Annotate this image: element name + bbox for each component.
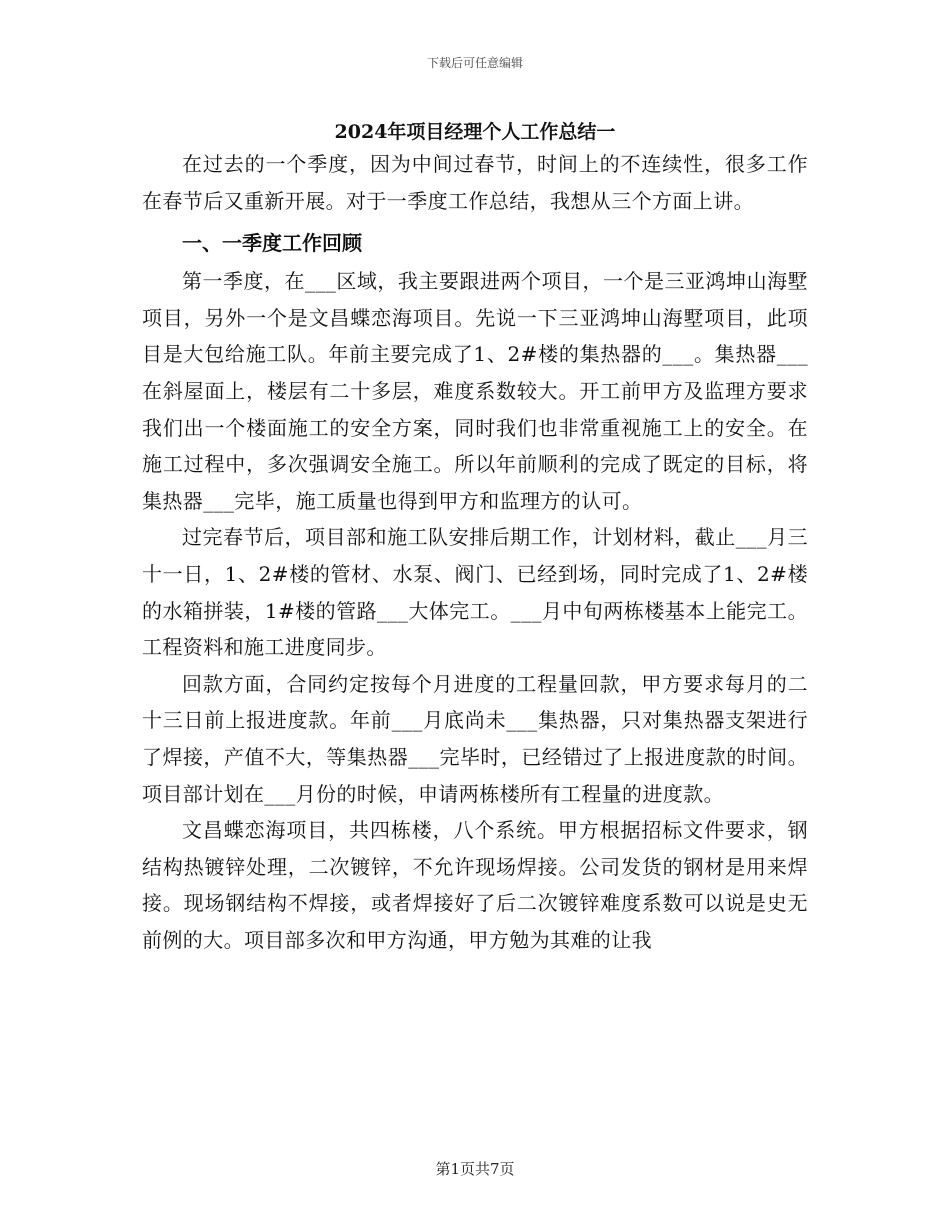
body-paragraph-3: 回款方面，合同约定按每个月进度的工程量回款，甲方要求每月的二十三日前上报进度款。年前___月底尚未___集热器，只对集热器支架进行了焊接，产值不大，等集热器___完毕时，已经错过了上报进度款的时间。项目部计划在___月份的时候，申请两栋楼所有工程量的进度款。 [142,671,808,806]
intro-paragraph: 在过去的一个季度，因为中间过春节，时间上的不连续性，很多工作在春节后又重新开展。对于一季度工作总结，我想从三个方面上讲。 [142,152,808,213]
document-title: 2024年项目经理个人工作总结一 [334,121,616,143]
body-paragraph-4: 文昌蝶恋海项目，共四栋楼，八个系统。甲方根据招标文件要求，钢结构热镀锌处理，二次镀锌，不允许现场焊接。公司发货的钢材是用来焊接。现场钢结构不焊接，或者焊接好了后二次镀锌难度系数可以说是史无前例的大。项目部多次和甲方沟通，甲方勉为其难的让我 [142,818,808,952]
header-note: 下载后可任意编辑 [426,56,523,70]
body-paragraph-1: 第一季度，在___区域，我主要跟进两个项目，一个是三亚鸿坤山海墅项目，另外一个是文昌蝶恋海项目。先说一下三亚鸿坤山海墅项目，此项目是大包给施工队。年前主要完成了1、2#楼的集热器的___。集热器___在斜屋面上，楼层有二十多层，难度系数较大。开工前甲方及监理方要求我们出一个楼面施工的安全方案，同时我们也非常重视施工上的安全。在施工过程中，多次强调安全施工。所以年前顺利的完成了既定的目标，将集热器___完毕，施工质量也得到甲方和监理方的认可。 [142,269,808,513]
body-paragraph-2: 过完春节后，项目部和施工队安排后期工作，计划材料，截止___月三十一日，1、2#楼的管材、水泵、阀门、已经到场，同时完成了1、2#楼的水箱拼装，1#楼的管路___大体完工。___月中旬两栋楼基本上能完工。工程资料和施工进度同步。 [142,525,808,660]
page-footer: 第1页共7页 [435,1160,515,1178]
section-heading: 一、一季度工作回顾 [182,231,362,256]
document-body [142,146,808,958]
